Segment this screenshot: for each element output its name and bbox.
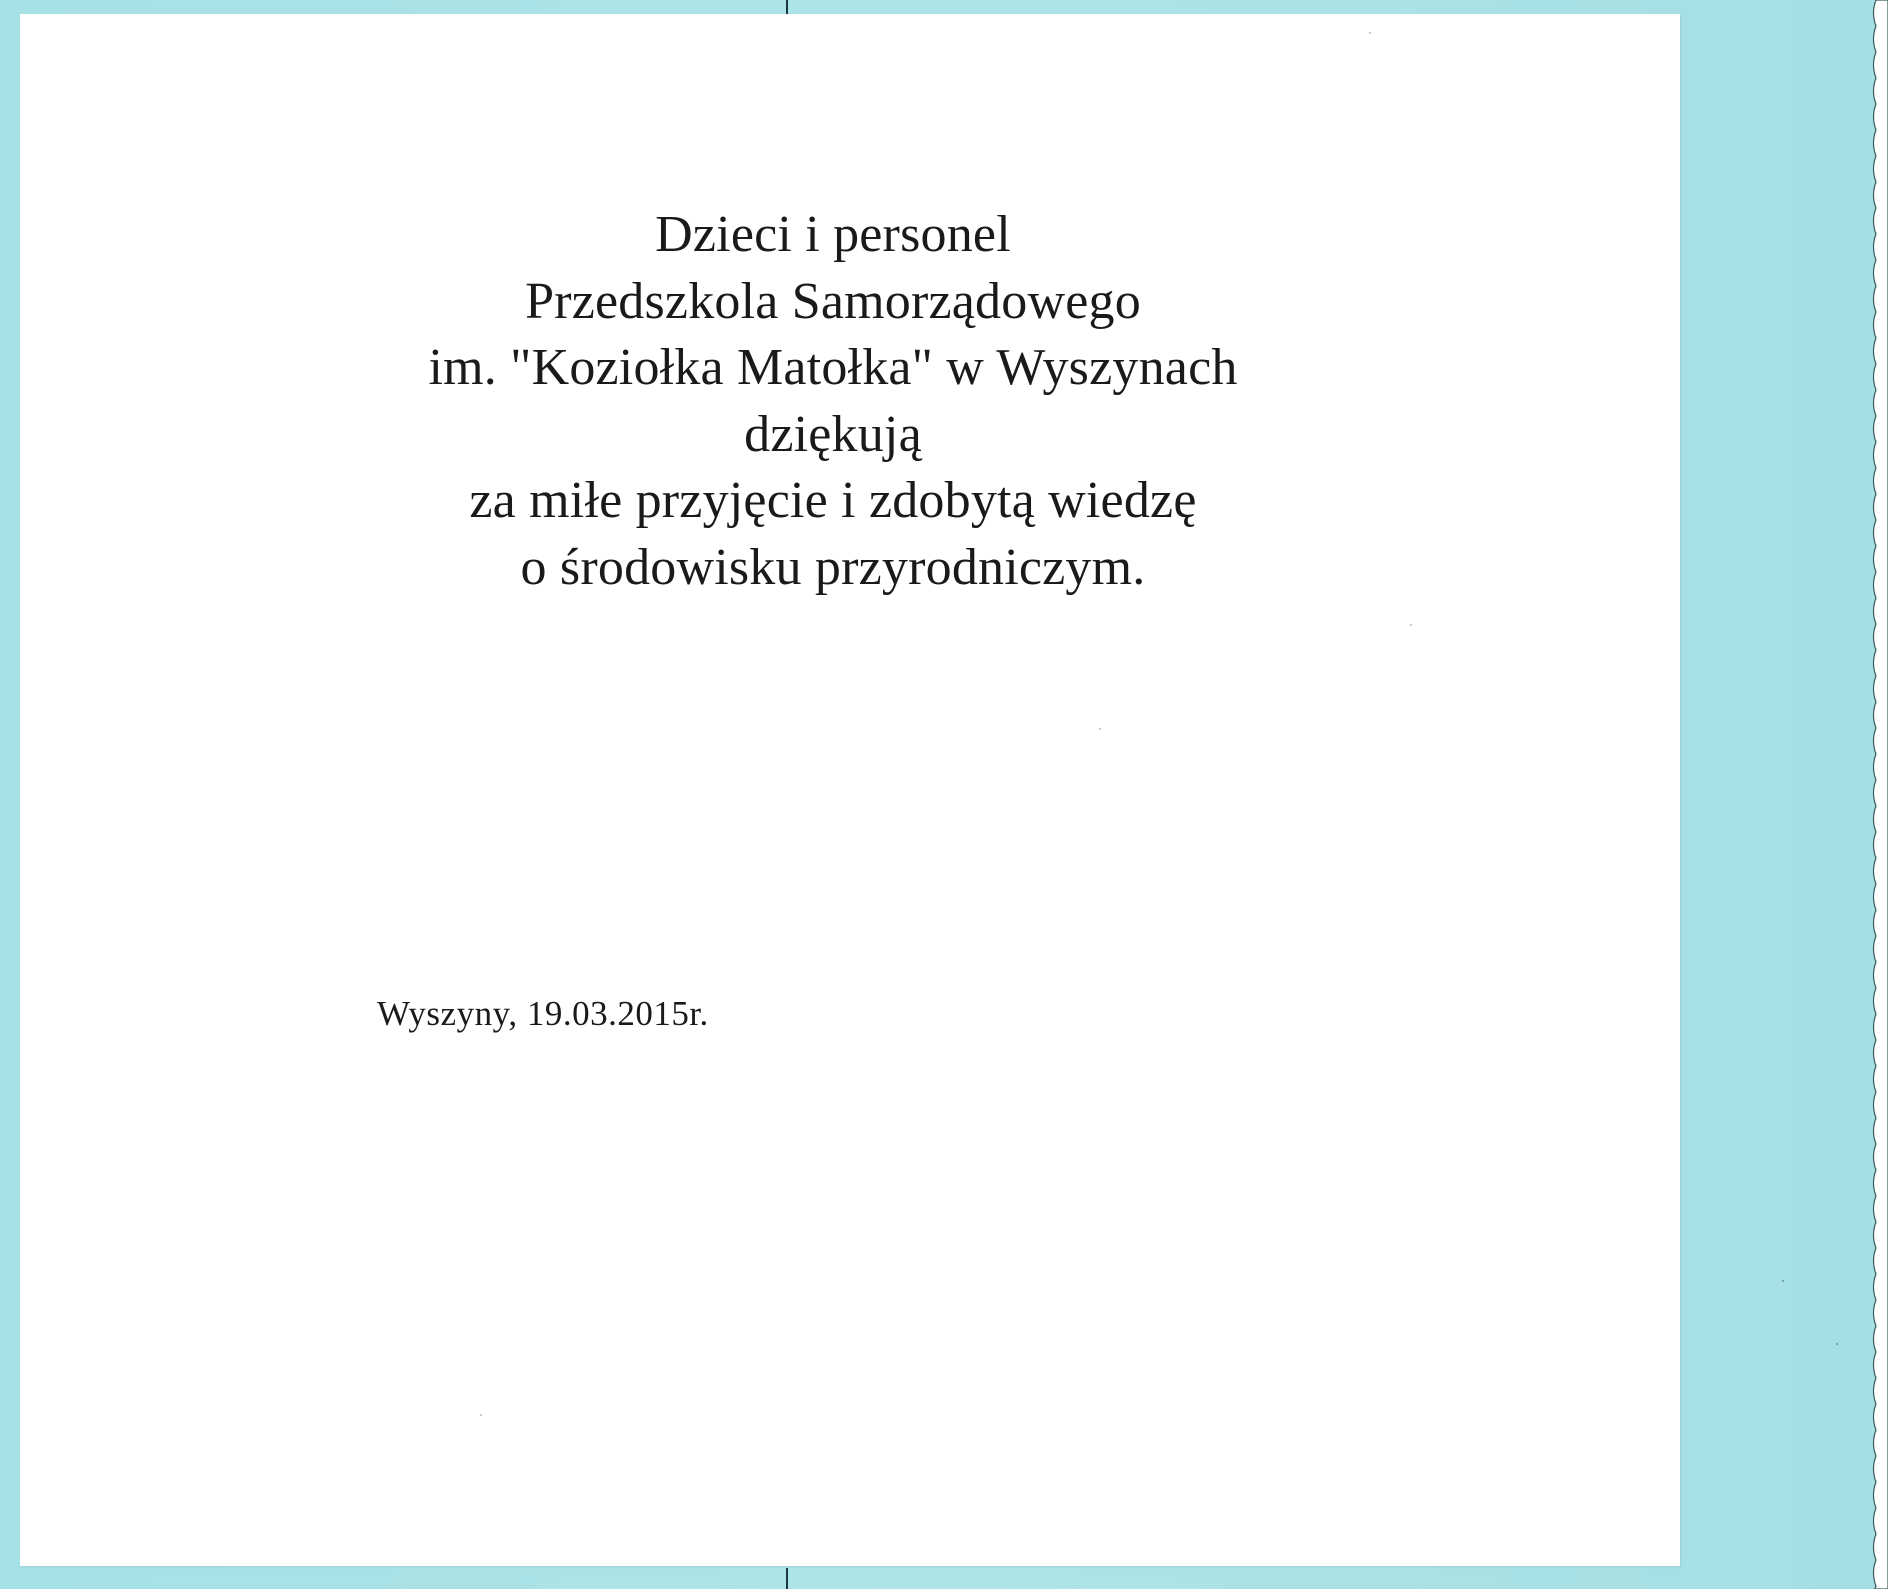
- message-line-4: dziękują: [744, 405, 922, 463]
- message-line-2: Przedszkola Samorządowego: [525, 272, 1141, 330]
- paper-speck: [1410, 624, 1412, 626]
- paper-speck: [1099, 728, 1101, 730]
- thank-you-message: [20, 202, 1646, 601]
- place-and-date: Wyszyny, 19.03.2015r.: [377, 994, 709, 1033]
- card-speck: [1782, 1280, 1784, 1282]
- message-line-6: o środowisku przyrodniczym.: [520, 538, 1146, 596]
- paper-speck: [1369, 32, 1371, 34]
- paper-speck: [480, 1414, 482, 1416]
- card-speck: [1836, 1343, 1838, 1345]
- message-line-1: Dzieci i personel: [655, 206, 1011, 263]
- card-fold-line-top: [786, 0, 788, 14]
- scalloped-card-edge: [1870, 0, 1888, 1589]
- message-line-5: za miłe przyjęcie i zdobytą wiedzę: [469, 472, 1197, 529]
- message-line-3: im. "Koziołka Matołka" w Wyszynach: [428, 339, 1238, 396]
- paper-sheet: [20, 14, 1680, 1566]
- card-fold-line-bottom: [786, 1568, 788, 1589]
